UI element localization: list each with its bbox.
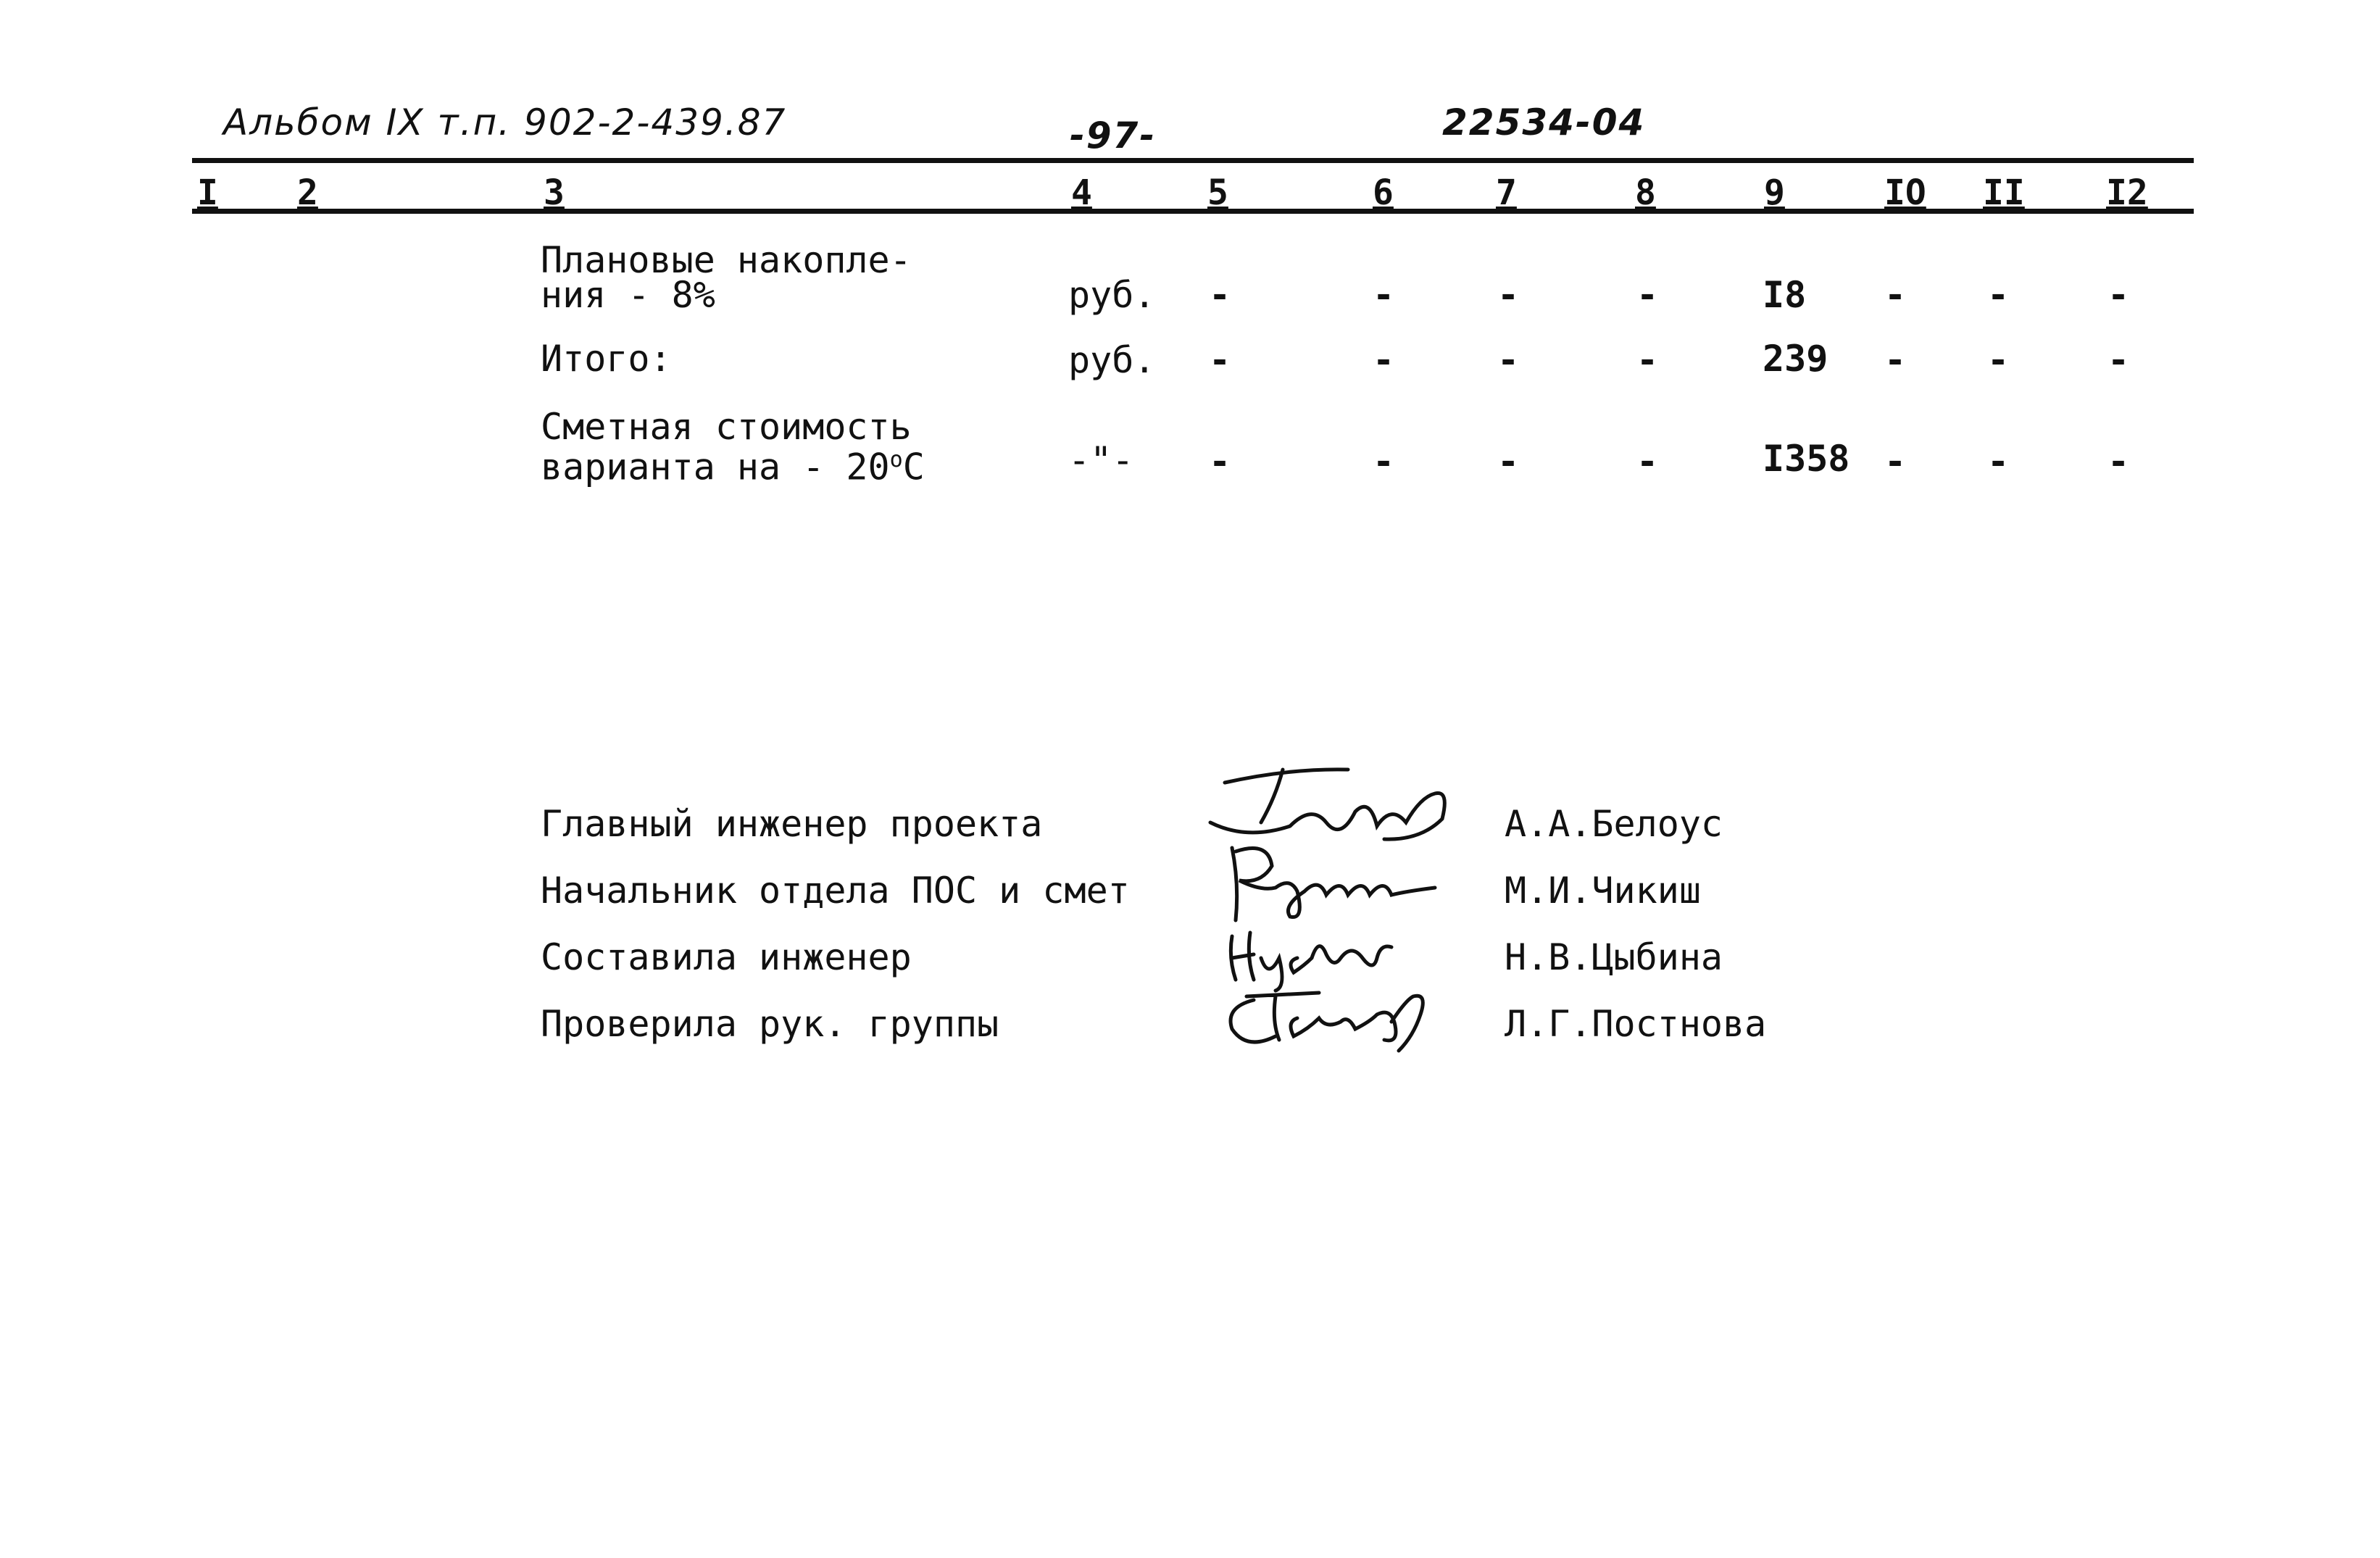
album-reference: Альбом IX т.п. 902-2-439.87 — [223, 101, 787, 143]
row-3-degree-sign: о — [889, 447, 903, 472]
row-1-name-line2: ния - 8% — [541, 274, 715, 316]
row-3-unit: -"- — [1068, 439, 1134, 481]
row-2-col9: 239 — [1763, 338, 1828, 380]
column-number-8: 8 — [1635, 172, 1656, 213]
row-1-col12: - — [2108, 274, 2130, 316]
signature-name-checked-by: Л.Г.Постнова — [1505, 1003, 1767, 1045]
column-number-3: 3 — [544, 172, 565, 213]
signature-role-department-head: Начальник отдела ПОС и смет — [541, 870, 1130, 912]
row-3-col12: - — [2108, 441, 2130, 483]
row-2-col12: - — [2108, 339, 2130, 381]
column-number-9: 9 — [1764, 172, 1785, 213]
signature-name-chief-engineer: А.А.Белоус — [1505, 803, 1723, 845]
row-2-col11: - — [1987, 339, 2010, 381]
column-number-2: 2 — [297, 172, 318, 213]
row-3-name-suffix: С — [902, 446, 925, 488]
column-number-4: 4 — [1071, 172, 1092, 213]
column-number-10: IO — [1884, 172, 1926, 213]
row-2-col7: - — [1497, 339, 1520, 381]
row-3-name-text: варианта на - 20 — [541, 446, 890, 488]
page-number: -97- — [1070, 114, 1157, 157]
signature-role-checked-by: Проверила рук. группы — [541, 1003, 999, 1045]
row-1-col11: - — [1987, 274, 2010, 316]
column-number-5: 5 — [1207, 172, 1228, 213]
column-number-6: 6 — [1373, 172, 1394, 213]
row-1-name-line1: Плановые накопле- — [541, 239, 912, 281]
row-3-col11: - — [1987, 441, 2010, 483]
handwritten-signature-4 — [1218, 971, 1449, 1058]
row-3-col6: - — [1373, 441, 1395, 483]
column-number-11: II — [1983, 172, 2025, 213]
signature-name-department-head: М.И.Чикиш — [1505, 870, 1701, 912]
row-1-col9: I8 — [1763, 274, 1807, 316]
column-number-12: I2 — [2106, 172, 2148, 213]
header-rule-top — [192, 158, 2194, 163]
row-1-col7: - — [1497, 274, 1520, 316]
handwritten-signature-2 — [1218, 833, 1449, 928]
column-number-7: 7 — [1496, 172, 1517, 213]
row-1-col5: - — [1209, 274, 1231, 316]
row-2-col8: - — [1636, 339, 1659, 381]
row-3-col7: - — [1497, 441, 1520, 483]
row-3-name-line1: Сметная стоимость — [541, 406, 912, 448]
column-number-1: I — [197, 172, 218, 213]
signature-role-compiled-by: Составила инженер — [541, 936, 912, 978]
row-3-col9: I358 — [1763, 438, 1850, 480]
row-1-unit: руб. — [1068, 274, 1156, 316]
row-3-col5: - — [1209, 441, 1231, 483]
row-2-col6: - — [1373, 339, 1395, 381]
row-2-name: Итого: — [541, 338, 672, 380]
row-1-col8: - — [1636, 274, 1659, 316]
signature-role-chief-engineer: Главный инженер проекта — [541, 803, 1043, 845]
row-1-col10: - — [1884, 274, 1907, 316]
document-code: 22534-04 — [1442, 101, 1646, 143]
signature-name-compiled-by: Н.В.Цыбина — [1505, 936, 1723, 978]
row-3-name-line2 — [541, 442, 925, 486]
row-2-unit: руб. — [1068, 339, 1156, 381]
row-1-col6: - — [1373, 274, 1395, 316]
row-3-col10: - — [1884, 441, 1907, 483]
row-3-col8: - — [1636, 441, 1659, 483]
row-2-col5: - — [1209, 339, 1231, 381]
row-2-col10: - — [1884, 339, 1907, 381]
